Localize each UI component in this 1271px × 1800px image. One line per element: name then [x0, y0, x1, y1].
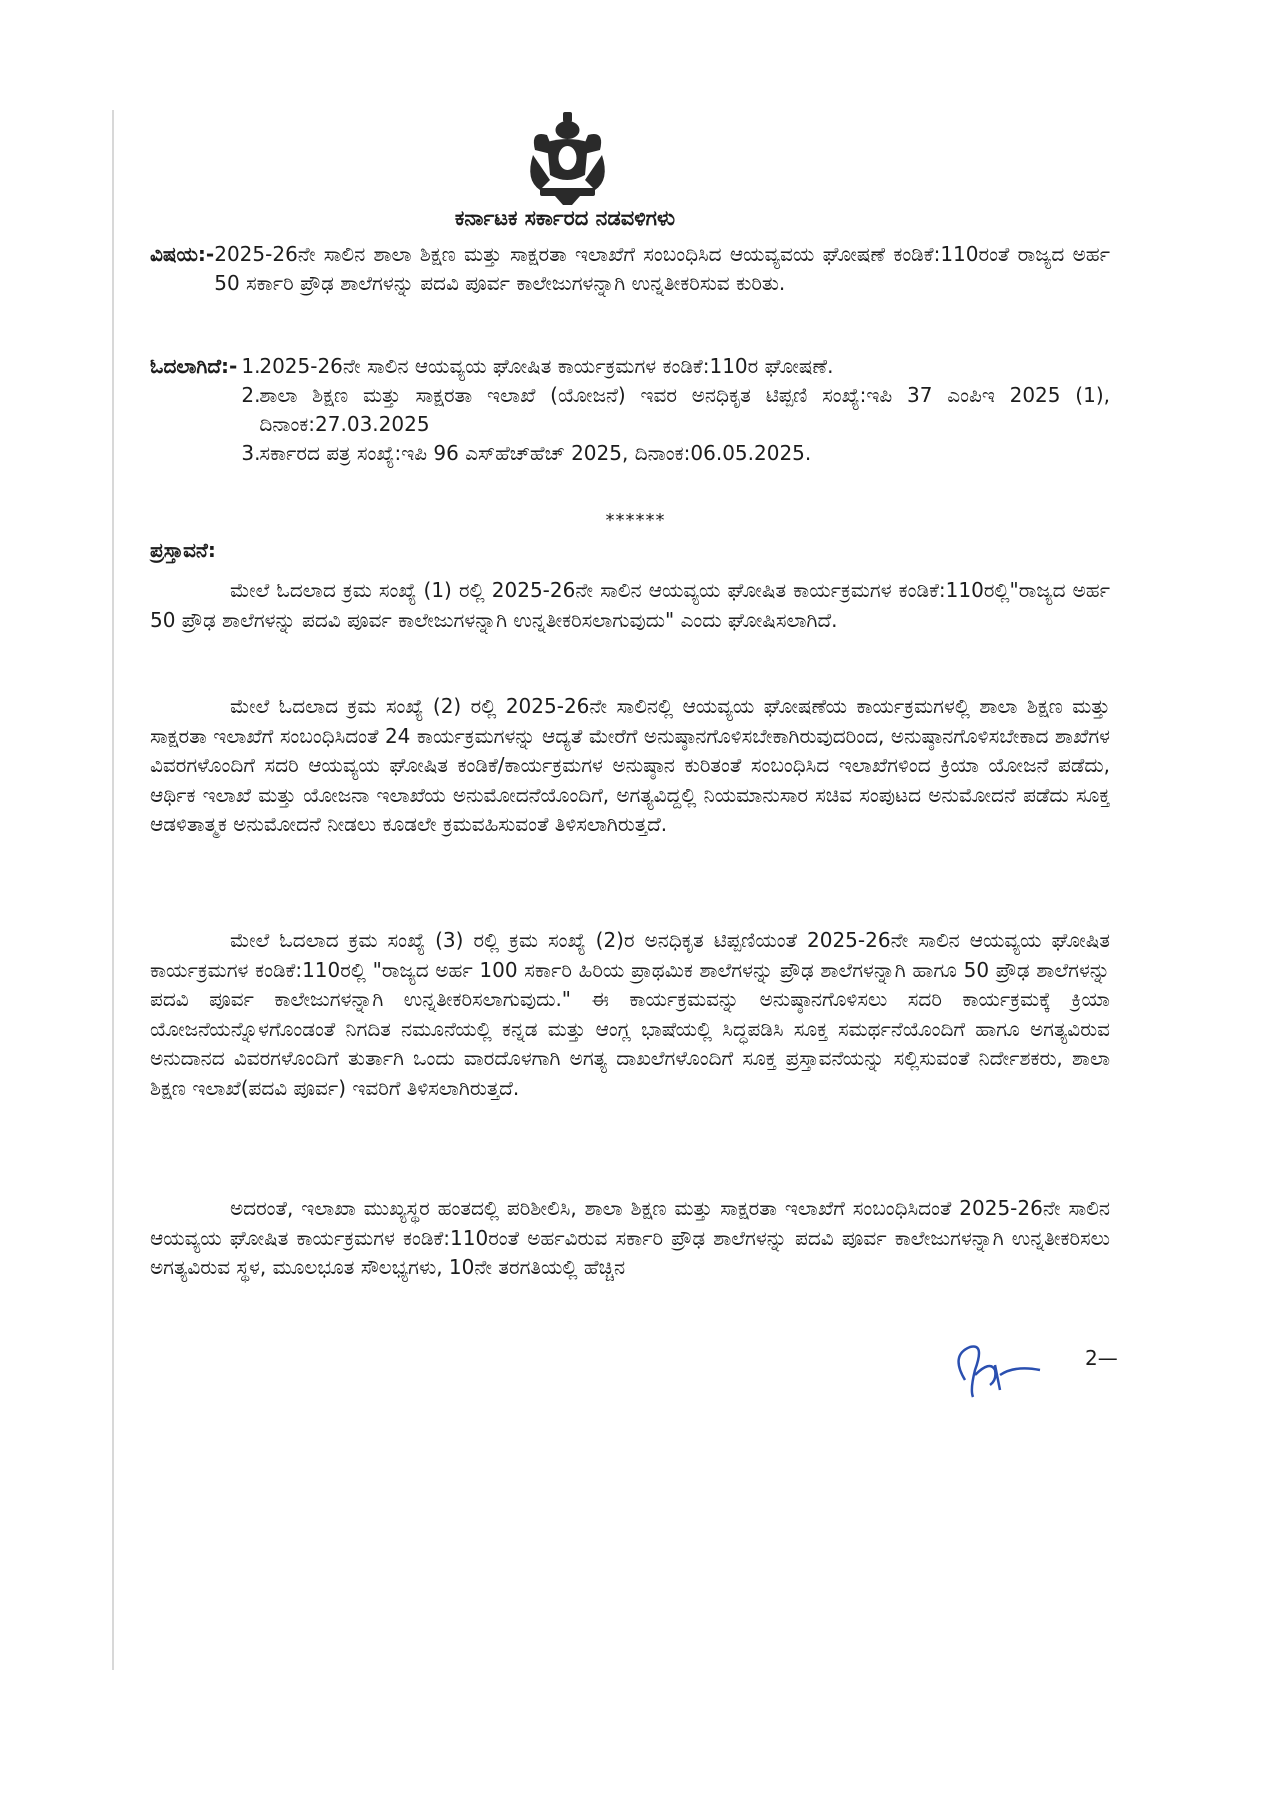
subject-label: ವಿಷಯ:-	[150, 242, 215, 266]
paragraph: ಅದರಂತೆ, ಇಲಾಖಾ ಮುಖ್ಯಸ್ಥರ ಹಂತದಲ್ಲಿ ಪರಿಶೀಲಿಸಿ, ಶಾಲಾ ಶಿಕ್ಷಣ ಮತ್ತು ಸಾಕ್ಷರತಾ ಇಲಾಖೆಗೆ ಸಂಬಂಧಿಸಿದಂತೆ 2025-26ನೇ ಸಾಲಿನ ಆಯವ್ಯಯ ಘೋಷಿತ ಕಾರ್ಯಕ್ರಮಗಳ ಕಂಡಿಕೆ:110ರಂತೆ ಅರ್ಹವಿರುವ ಸರ್ಕಾರಿ ಪ್ರೌಢ ಶಾಲೆಗಳನ್ನು ಪದವಿ ಪೂರ್ವ ಕಾಲೇಜುಗಳನ್ನಾಗಿ ಉನ್ನತೀಕರಿಸಲು ಅಗತ್ಯವಿರುವ ಸ್ಥಳ, ಮೂಲಭೂತ ಸೌಲಭ್ಯಗಳು, 10ನೇ ತರಗತಿಯಲ್ಲಿ ಹೆಚ್ಚಿನ	[150, 1196, 1110, 1279]
references-label: ಓದಲಾಗಿದೆ:-	[150, 354, 238, 378]
page-marker: 2—	[1085, 1346, 1118, 1370]
paragraph: ಮೇಲೆ ಓದಲಾದ ಕ್ರಮ ಸಂಖ್ಯೆ (2) ರಲ್ಲಿ 2025-26ನೇ ಸಾಲಿನಲ್ಲಿ ಆಯವ್ಯಯ ಘೋಷಣೆಯ ಕಾರ್ಯಕ್ರಮಗಳಲ್ಲಿ ಶಾಲಾ ಶಿಕ್ಷಣ ಮತ್ತು ಸಾಕ್ಷರತಾ ಇಲಾಖೆಗೆ ಸಂಬಂಧಿಸಿದಂತೆ 24 ಕಾರ್ಯಕ್ರಮಗಳನ್ನು ಆದ್ಯತೆ ಮೇರೆಗೆ ಅನುಷ್ಠಾನಗೊಳಿಸಬೇಕಾಗಿರುವುದರಿಂದ, ಅನುಷ್ಠಾನಗೊಳಿಸಬೇಕಾದ ಶಾಖೆಗಳ ವಿವರಗಳೊಂದಿಗೆ ಸದರಿ ಆಯವ್ಯಯ ಘೋಷಿತ ಕಂಡಿಕೆ/ಕಾರ್ಯಕ್ರಮಗಳ ಅನುಷ್ಠಾನ ಕುರಿತಂತೆ ಸಂಬಂಧಿಸಿದ ಇಲಾಖೆಗಳಿಂದ ಕ್ರಿಯಾ ಯೋಜನೆ ಪಡೆದು, ಆರ್ಥಿಕ ಇಲಾಖೆ ಮತ್ತು ಯೋಜನಾ ಇಲಾಖೆಯ ಅನುಮೋದನೆಯೊಂದಿಗೆ, ಅಗತ್ಯವಿದ್ದಲ್ಲಿ ನಿಯಮಾನುಸಾರ ಸಚಿವ ಸಂಪುಟದ ಅನುಮೋದನೆ ಪಡೆದು ಸೂಕ್ತ ಆಡಳಿತಾತ್ಮಕ ಅನುಮೋದನೆ ನೀಡಲು ಕೂಡಲೇ ಕ್ರಮವಹಿಸುವಂತೆ ತಿಳಿಸಲಾಗಿರುತ್ತದೆ.	[150, 694, 1110, 836]
reference-item: 2. ಶಾಲಾ ಶಿಕ್ಷಣ ಮತ್ತು ಸಾಕ್ಷರತಾ ಇಲಾಖೆ (ಯೋಜನೆ) ಇವರ ಅನಧಿಕೃತ ಟಿಪ್ಪಣಿ ಸಂಖ್ಯೆ:ಇಪಿ 37 ಎಂಪಿಇ 2025 (1), ದಿನಾಂಕ:27.03.2025	[241, 383, 1110, 436]
references-section	[150, 352, 1110, 468]
separator: ******	[605, 510, 666, 531]
subject-section	[150, 240, 1110, 298]
paragraph: ಮೇಲೆ ಓದಲಾದ ಕ್ರಮ ಸಂಖ್ಯೆ (1) ರಲ್ಲಿ 2025-26ನೇ ಸಾಲಿನ ಆಯವ್ಯಯ ಘೋಷಿತ ಕಾರ್ಯಕ್ರಮಗಳ ಕಂಡಿಕೆ:110ರಲ್ಲಿ"ರಾಜ್ಯದ ಅರ್ಹ 50 ಪ್ರೌಢ ಶಾಲೆಗಳನ್ನು ಪದವಿ ಪೂರ್ವ ಕಾಲೇಜುಗಳನ್ನಾಗಿ ಉನ್ನತೀಕರಿಸಲಾಗುವುದು" ಎಂದು ಘೋಷಿಸಲಾಗಿದೆ.	[150, 578, 1110, 632]
subject-text: 2025-26ನೇ ಸಾಲಿನ ಶಾಲಾ ಶಿಕ್ಷಣ ಮತ್ತು ಸಾಕ್ಷರತಾ ಇಲಾಖೆಗೆ ಸಂಬಂಧಿಸಿದ ಆಯವ್ಯವಯ ಘೋಷಣೆ ಕಂಡಿಕೆ:110ರಂತೆ ರಾಜ್ಯದ ಅರ್ಹ 50 ಸರ್ಕಾರಿ ಪ್ರೌಢ ಶಾಲೆಗಳನ್ನು ಪದವಿ ಪೂರ್ವ ಕಾಲೇಜುಗಳನ್ನಾಗಿ ಉನ್ನತೀಕರಿಸುವ ಕುರಿತು.	[214, 242, 1110, 295]
page-title: ಕರ್ನಾಟಕ ಸರ್ಕಾರದ ನಡವಳಿಗಳು	[454, 206, 676, 230]
reference-item: 1. 2025-26ನೇ ಸಾಲಿನ ಆಯವ್ಯಯ ಘೋಷಿತ ಕಾರ್ಯಕ್ರಮಗಳ ಕಂಡಿಕೆ:110ರ ಘೋಷಣೆ.	[241, 354, 834, 378]
karnataka-emblem-icon	[525, 110, 610, 205]
paragraph: ಮೇಲೆ ಓದಲಾದ ಕ್ರಮ ಸಂಖ್ಯೆ (3) ರಲ್ಲಿ ಕ್ರಮ ಸಂಖ್ಯೆ (2)ರ ಅನಧಿಕೃತ ಟಿಪ್ಪಣಿಯಂತೆ 2025-26ನೇ ಸಾಲಿನ ಆಯವ್ಯಯ ಘೋಷಿತ ಕಾರ್ಯಕ್ರಮಗಳ ಕಂಡಿಕೆ:110ರಲ್ಲಿ "ರಾಜ್ಯದ ಅರ್ಹ 100 ಸರ್ಕಾರಿ ಹಿರಿಯ ಪ್ರಾಥಮಿಕ ಶಾಲೆಗಳನ್ನು ಪ್ರೌಢ ಶಾಲೆಗಳನ್ನಾಗಿ ಹಾಗೂ 50 ಪ್ರೌಢ ಶಾಲೆಗಳನ್ನು ಪದವಿ ಪೂರ್ವ ಕಾಲೇಜುಗಳನ್ನಾಗಿ ಉನ್ನತೀಕರಿಸಲಾಗುವುದು." ಈ ಕಾರ್ಯಕ್ರಮವನ್ನು ಅನುಷ್ಠಾನಗೊಳಿಸಲು ಸದರಿ ಕಾರ್ಯಕ್ರಮಕ್ಕೆ ಕ್ರಿಯಾ ಯೋಜನೆಯನ್ನೊಳಗೊಂಡಂತೆ ನಿಗದಿತ ನಮೂನೆಯಲ್ಲಿ ಕನ್ನಡ ಮತ್ತು ಆಂಗ್ಲ ಭಾಷೆಯಲ್ಲಿ ಸಿದ್ಧಪಡಿಸಿ ಸೂಕ್ತ ಸಮರ್ಥನೆಯೊಂದಿಗೆ ಹಾಗೂ ಅಗತ್ಯವಿರುವ ಅನುದಾನದ ವಿವರಗಳೊಂದಿಗೆ ತುರ್ತಾಗಿ ಒಂದು ವಾರದೊಳಗಾಗಿ ಅಗತ್ಯ ದಾಖಲೆಗಳೊಂದಿಗೆ ಸೂಕ್ತ ಪ್ರಸ್ತಾವನೆಯನ್ನು ಸಲ್ಲಿಸುವಂತೆ ನಿರ್ದೇಶಕರು, ಶಾಲಾ ಶಿಕ್ಷಣ ಇಲಾಖೆ(ಪದವಿ ಪೂರ್ವ) ಇವರಿಗೆ ತಿಳಿಸಲಾಗಿರುತ್ತದೆ.	[150, 928, 1110, 1100]
scan-edge	[112, 110, 114, 1670]
preamble-heading: ಪ್ರಸ್ತಾವನೆ:	[150, 538, 216, 562]
reference-item: 3. ಸರ್ಕಾರದ ಪತ್ರ ಸಂಖ್ಯೆ:ಇಪಿ 96 ಎಸ್‌ಹೆಚ್‌ಹೆಚ್ 2025, ದಿನಾಂಕ:06.05.2025.	[241, 441, 812, 465]
signature-icon	[945, 1335, 1045, 1405]
